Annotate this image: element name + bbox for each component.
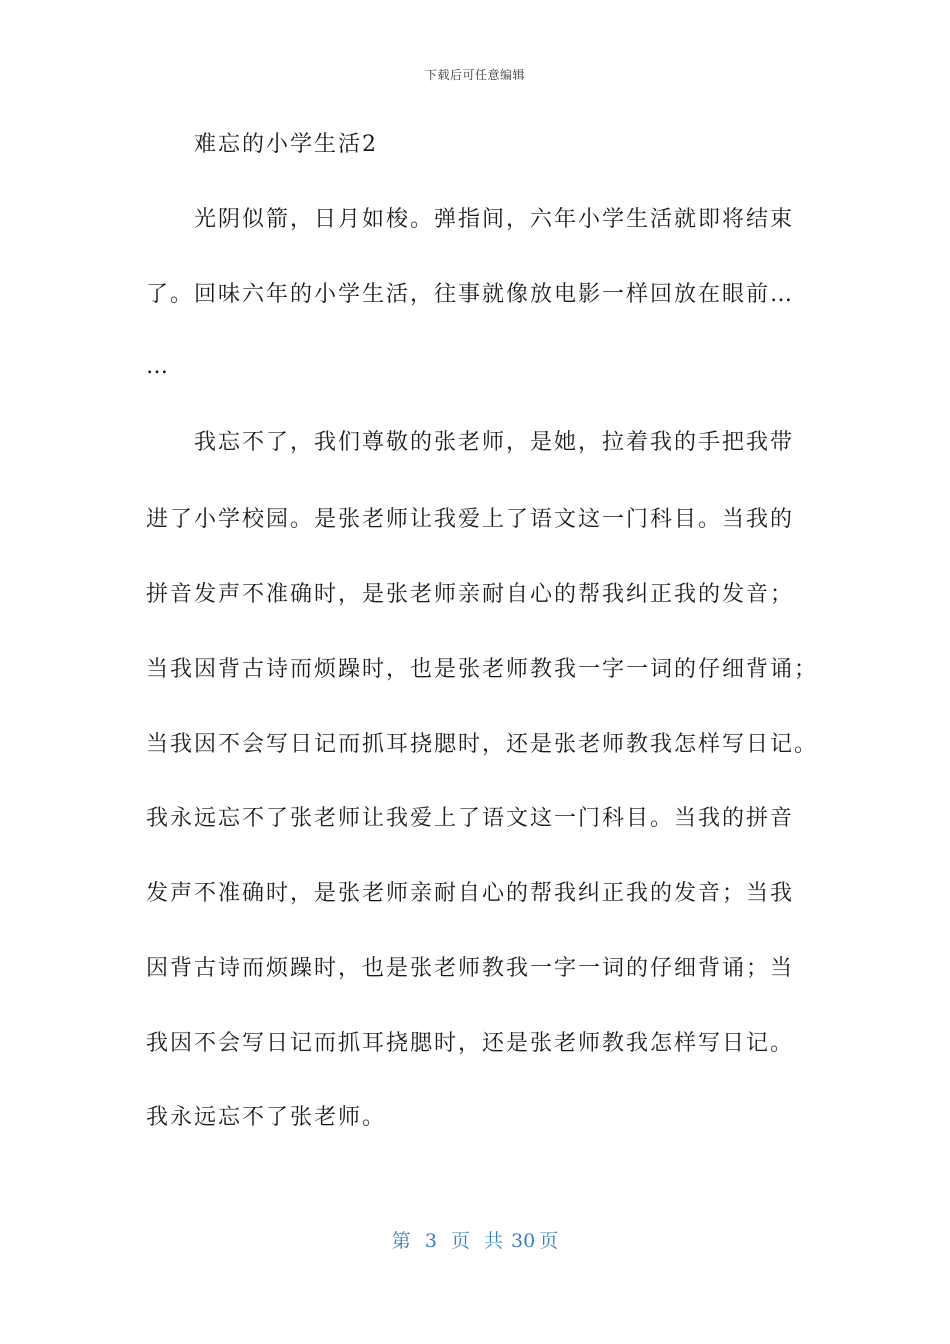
paragraph-line: 我忘不了，我们尊敬的张老师，是她，拉着我的手把我带 xyxy=(146,430,795,455)
header-note: 下载后可任意编辑 xyxy=(424,68,525,82)
paragraph-line: 拼音发声不准确时，是张老师亲耐自心的帮我纠正我的发音； xyxy=(146,582,795,607)
total-pages-number: 30 xyxy=(511,1230,536,1252)
current-page-number: 3 xyxy=(424,1230,437,1252)
paragraph-line: 发声不准确时，是张老师亲耐自心的帮我纠正我的发音；当我 xyxy=(146,881,795,906)
footer-total-prefix: 共 xyxy=(484,1230,504,1252)
paragraph-line: 了。回味六年的小学生活，往事就像放电影一样回放在眼前… xyxy=(146,282,795,307)
document-title: 难忘的小学生活2 xyxy=(146,132,378,157)
paragraph-line: 光阴似箭，日月如梭。弹指间，六年小学生活就即将结束 xyxy=(146,207,795,232)
footer-prefix: 第 xyxy=(391,1230,411,1252)
footer-suffix: 页 xyxy=(539,1230,559,1252)
page-number-footer xyxy=(0,1226,950,1253)
paragraph-line: 因背古诗而烦躁时，也是张老师教我一字一词的仔细背诵；当 xyxy=(146,956,795,981)
paragraph-line: … xyxy=(146,354,170,379)
paragraph-line: 我因不会写日记而抓耳挠腮时，还是张老师教我怎样写日记。 xyxy=(146,1031,795,1056)
paragraph-line: 当我因不会写日记而抓耳挠腮时，还是张老师教我怎样写日记。 xyxy=(146,732,819,757)
footer-mid: 页 xyxy=(450,1230,470,1252)
paragraph-line: 当我因背古诗而烦躁时，也是张老师教我一字一词的仔细背诵； xyxy=(146,657,819,682)
paragraph-line: 进了小学校园。是张老师让我爱上了语文这一门科目。当我的 xyxy=(146,507,795,532)
paragraph-line: 我永远忘不了张老师让我爱上了语文这一门科目。当我的拼音 xyxy=(146,806,795,831)
paragraph-line: 我永远忘不了张老师。 xyxy=(146,1105,387,1130)
